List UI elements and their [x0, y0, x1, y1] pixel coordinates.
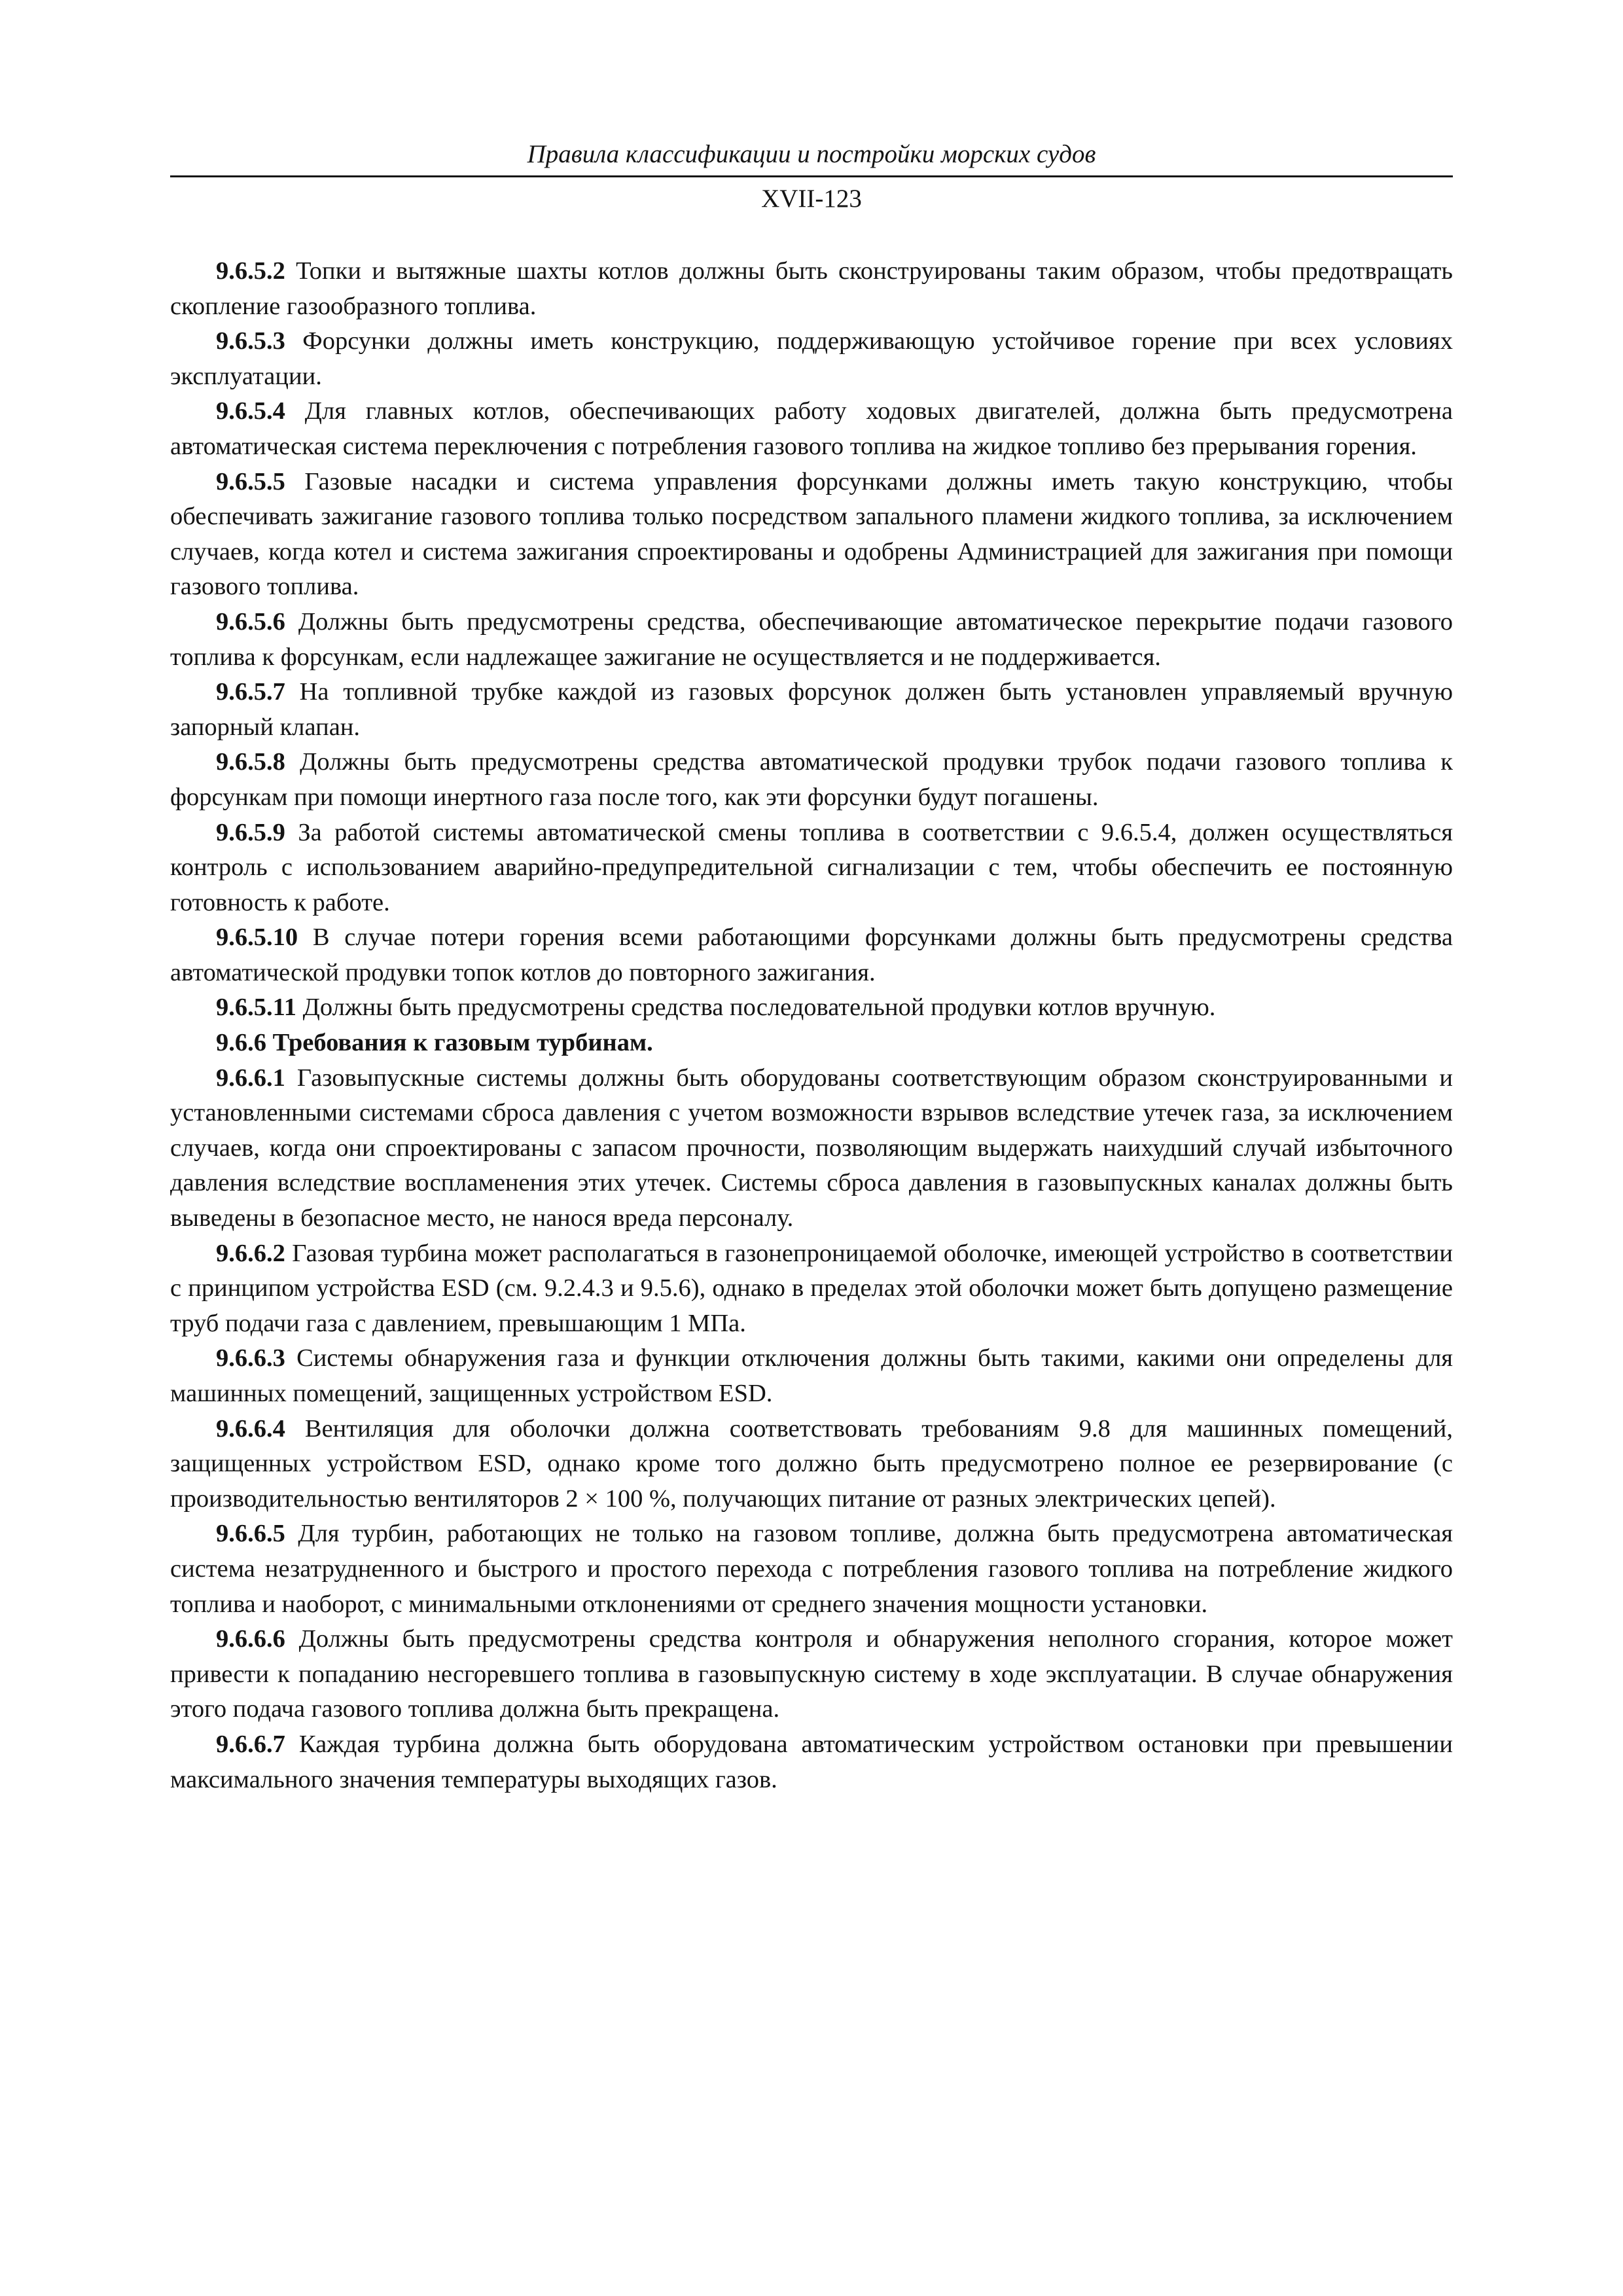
paragraph — [170, 745, 1453, 815]
paragraph-text: Должны быть предусмотрены средства контроля и обнаружения неполного сгорания, которое может привести к попаданию несгоревшего топлива в газовыпускную систему в ходе эксплуатации. В случае обнаружения этого подача газового топлива должна быть прекращена. — [170, 1625, 1453, 1723]
paragraph-text: В случае потери горения всеми работающими форсунками должны быть предусмотрены средства автоматической продувки топок котлов до повторного зажигания. — [170, 924, 1453, 986]
clause-number: 9.6.5.4 — [216, 397, 285, 425]
paragraph-text: Топки и вытяжные шахты котлов должны быть сконструированы таким образом, чтобы предотвращать скопление газообразного топлива. — [170, 257, 1453, 320]
paragraph-text: Для турбин, работающих не только на газовом топливе, должна быть предусмотрена автоматическая система незатрудненного и быстрого и простого перехода с потребления газового топлива на потребление жидкого топлива и наоборот, с минимальными отклонениями от среднего значения мощности установки. — [170, 1520, 1453, 1618]
clause-number: 9.6.5.3 — [216, 327, 285, 355]
paragraph — [170, 465, 1453, 605]
paragraph-text: Для главных котлов, обеспечивающих работу ходовых двигателей, должна быть предусмотрена автоматическая система переключения с потребления газового топлива на жидкое топливо без прерывания горения. — [170, 397, 1453, 460]
paragraph-text: Каждая турбина должна быть оборудована автоматическим устройством остановки при превышении максимального значения температуры выходящих газов. — [170, 1730, 1453, 1793]
clause-number: 9.6.6.3 — [216, 1344, 285, 1372]
paragraph-text: Вентиляция для оболочки должна соответствовать требованиям 9.8 для машинных помещений, защищенных устройством ESD, однако кроме того должно быть предусмотрено полное ее резервирование (с производительностью вентиляторов 2 × 100 %, получающих питание от разных электрических цепей). — [170, 1414, 1453, 1513]
paragraph-text: Газовая турбина может располагаться в газонепроницаемой оболочке, имеющей устройство в соответствии с принципом устройства ESD (см. 9.2.4.3 и 9.5.6), однако в пределах этой оболочки может быть допущено размещение труб подачи газа с давлением, превышающим 1 МПа. — [170, 1239, 1453, 1337]
clause-number: 9.6.5.2 — [216, 257, 285, 285]
paragraph — [170, 675, 1453, 745]
paragraph — [170, 1622, 1453, 1727]
paragraph — [170, 1061, 1453, 1236]
paragraph — [170, 394, 1453, 464]
paragraph-text: Газовыпускные системы должны быть оборудованы соответствующим образом сконструированными и установленными системами сброса давления с учетом возможности взрывов вследствие утечек газа, за исключением случаев, когда они спроектированы с запасом прочности, позволяющим выдержать наихудший случай избыточного давления вследствие воспламенения этих утечек. Системы сброса давления в газовыпускных каналах должны быть выведены в безопасное место, не нанося вреда персоналу. — [170, 1064, 1453, 1232]
clause-number: 9.6.6.1 — [216, 1064, 285, 1092]
paragraph — [170, 1412, 1453, 1517]
paragraph-text: Должны быть предусмотрены средства, обеспечивающие автоматическое перекрытие подачи газового топлива к форсункам, если надлежащее зажигание не осуществляется и не поддерживается. — [170, 607, 1453, 671]
clause-number: 9.6.6.6 — [216, 1625, 285, 1653]
paragraph — [170, 1341, 1453, 1411]
clause-number: 9.6.5.9 — [216, 818, 285, 846]
paragraph — [170, 990, 1453, 1026]
paragraph — [170, 816, 1453, 921]
body-text — [170, 254, 1453, 1797]
paragraph-text: На топливной трубке каждой из газовых форсунок должен быть установлен управляемый вручную запорный клапан. — [170, 678, 1453, 741]
clause-number: 9.6.5.6 — [216, 607, 285, 636]
paragraph — [170, 605, 1453, 675]
clause-number: 9.6.5.8 — [216, 748, 285, 776]
paragraph — [170, 1727, 1453, 1797]
paragraph — [170, 254, 1453, 324]
paragraph-text: Системы обнаружения газа и функции отключения должны быть такими, какими они определены для машинных помещений, защищенных устройством ESD. — [170, 1344, 1453, 1407]
paragraph-text: За работой системы автоматической смены топлива в соответствии с 9.6.5.4, должен осуществляться контроль с использованием аварийно-предупредительной сигнализации с тем, чтобы обеспечить ее постоянную готовность к работе. — [170, 818, 1453, 916]
paragraph-text: Газовые насадки и система управления форсунками должны иметь такую конструкцию, чтобы обеспечивать зажигание газового топлива только посредством запального пламени жидкого топлива, за исключением случаев, когда котел и система зажигания спроектированы и одобрены Администрацией для зажигания при помощи газового топлива. — [170, 467, 1453, 601]
clause-number: 9.6.5.11 — [216, 994, 297, 1022]
clause-number: 9.6.6.2 — [216, 1239, 285, 1267]
clause-number: 9.6.5.10 — [216, 924, 298, 952]
section-heading-text: Требования к газовым турбинам. — [266, 1029, 653, 1057]
page-number: XVII-123 — [761, 185, 862, 213]
clause-number: 9.6.6.5 — [216, 1520, 285, 1548]
paragraph — [170, 1236, 1453, 1342]
paragraph-text: Должны быть предусмотрены средства автоматической продувки трубок подачи газового топлива к форсункам при помощи инертного газа после того, как эти форсунки будут погашены. — [170, 748, 1453, 811]
clause-number: 9.6.6.7 — [216, 1730, 285, 1758]
clause-number: 9.6.5.7 — [216, 678, 285, 706]
running-header: Правила классификации и постройки морских судов — [527, 140, 1096, 168]
paragraph — [170, 324, 1453, 394]
clause-number: 9.6.5.5 — [216, 467, 285, 495]
header-divider — [170, 175, 1453, 177]
section-heading — [170, 1026, 1453, 1061]
paragraph — [170, 1516, 1453, 1622]
clause-number: 9.6.6.4 — [216, 1414, 285, 1443]
paragraph-text: Форсунки должны иметь конструкцию, поддерживающую устойчивое горение при всех условиях эксплуатации. — [170, 327, 1453, 390]
clause-number: 9.6.6 — [216, 1029, 266, 1057]
paragraph-text: Должны быть предусмотрены средства последовательной продувки котлов вручную. — [296, 994, 1216, 1022]
paragraph — [170, 920, 1453, 990]
